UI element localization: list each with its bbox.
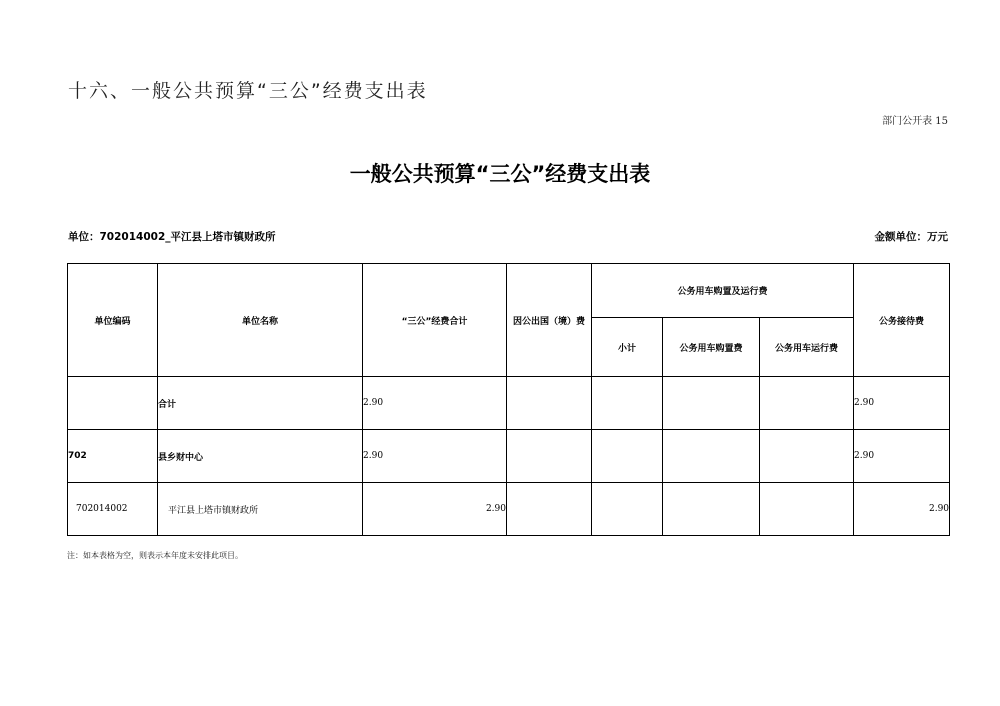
cell-subtotal <box>592 483 663 536</box>
header-unit-name: 单位名称 <box>158 264 363 377</box>
table-title: 一般公共预算“三公”经费支出表 <box>349 162 651 186</box>
header-total: “三公”经费合计 <box>363 264 507 377</box>
cell-reception: 2.90 <box>854 377 950 430</box>
cell-abroad <box>507 377 592 430</box>
header-subtotal: 小计 <box>592 318 663 377</box>
cell-purchase <box>663 377 760 430</box>
header-vehicle-operation: 公务用车运行费 <box>760 318 854 377</box>
cell-operation <box>760 430 854 483</box>
header-vehicle-purchase: 公务用车购置费 <box>663 318 760 377</box>
cell-name: 县乡财中心 <box>158 430 363 483</box>
cell-subtotal <box>592 430 663 483</box>
cell-total: 2.90 <box>363 483 507 536</box>
header-reception: 公务接待费 <box>854 264 950 377</box>
table-row <box>68 377 950 430</box>
footnote: 注：如本表格为空，则表示本年度未安排此项目。 <box>67 551 243 560</box>
cell-code <box>68 377 158 430</box>
header-unit-code: 单位编码 <box>68 264 158 377</box>
header-row-1 <box>68 264 950 318</box>
cell-code: 702014002 <box>68 483 158 536</box>
cell-total: 2.90 <box>363 377 507 430</box>
table-number: 部门公开表 15 <box>882 116 948 127</box>
cell-code: 702 <box>68 430 158 483</box>
header-abroad: 因公出国（境）费 <box>507 264 592 377</box>
header-vehicle-group: 公务用车购置及运行费 <box>592 264 854 318</box>
cell-operation <box>760 483 854 536</box>
section-heading: 十六、一般公共预算“三公”经费支出表 <box>68 80 428 102</box>
cell-reception: 2.90 <box>854 483 950 536</box>
cell-abroad <box>507 430 592 483</box>
cell-reception: 2.90 <box>854 430 950 483</box>
cell-operation <box>760 377 854 430</box>
cell-subtotal <box>592 377 663 430</box>
cell-purchase <box>663 483 760 536</box>
table-row <box>68 483 950 536</box>
cell-name: 合计 <box>158 377 363 430</box>
unit-label: 单位：702014002_平江县上塔市镇财政所 <box>68 231 276 243</box>
expense-table <box>67 263 950 536</box>
cell-purchase <box>663 430 760 483</box>
cell-total: 2.90 <box>363 430 507 483</box>
cell-abroad <box>507 483 592 536</box>
table-row <box>68 430 950 483</box>
cell-name: 平江县上塔市镇财政所 <box>158 483 363 536</box>
amount-unit-label: 金额单位：万元 <box>874 231 948 243</box>
